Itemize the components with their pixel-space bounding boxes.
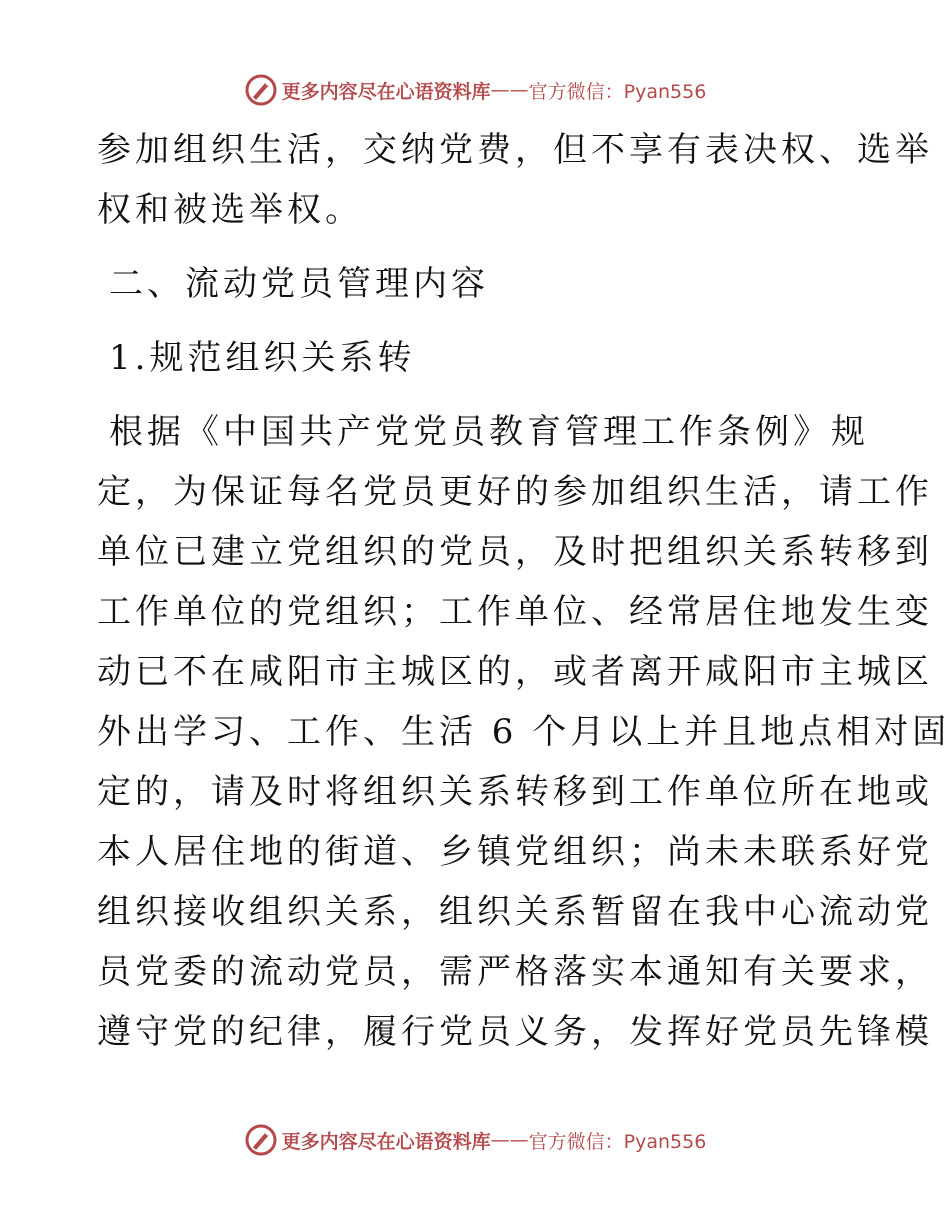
document-body (97, 120, 950, 1062)
header-watermark (0, 70, 950, 110)
section-heading: 二、流动党员管理内容 (109, 264, 489, 304)
watermark-promo-text: 更多内容尽在心语资料库 (281, 80, 491, 103)
watermark-promo-text: 更多内容尽在心语资料库 (281, 1130, 491, 1153)
footer-watermark (0, 1120, 950, 1160)
watermark-dash: —— (490, 79, 529, 101)
body-line: 员党委的流动党员，需严格落实本通知有关要求， (97, 952, 933, 992)
body-line: 单位已建立党组织的党员，及时把组织关系转移到 (97, 532, 933, 572)
body-line: 参加组织生活，交纳党费，但不享有表决权、选举 (97, 130, 933, 170)
body-line: 动已不在咸阳市主城区的，或者离开咸阳市主城区 (97, 652, 933, 692)
body-line: 本人居住地的街道、乡镇党组织；尚未未联系好党 (97, 832, 933, 872)
watermark-wechat-text: 官方微信：Pyan556 (528, 1130, 707, 1153)
watermark-wechat-text: 官方微信：Pyan556 (528, 80, 707, 103)
body-line: 工作单位的党组织；工作单位、经常居住地发生变 (97, 592, 933, 632)
pen-logo-icon (244, 1123, 278, 1157)
subsection-heading: 1.规范组织关系转 (109, 338, 416, 378)
body-line: 组织接收组织关系，组织关系暂留在我中心流动党 (97, 892, 933, 932)
watermark-dash: —— (490, 1129, 529, 1151)
body-line: 权和被选举权。 (97, 190, 363, 230)
body-line: 定，为保证每名党员更好的参加组织生活，请工作 (97, 472, 933, 512)
body-line: 定的，请及时将组织关系转移到工作单位所在地或 (97, 772, 933, 812)
body-line: 遵守党的纪律，履行党员义务，发挥好党员先锋模 (97, 1012, 933, 1052)
body-line: 根据《中国共产党党员教育管理工作条例》规 (109, 412, 869, 452)
body-line: 外出学习、工作、生活 6 个月以上并且地点相对固 (97, 712, 950, 752)
pen-logo-icon (244, 73, 278, 107)
